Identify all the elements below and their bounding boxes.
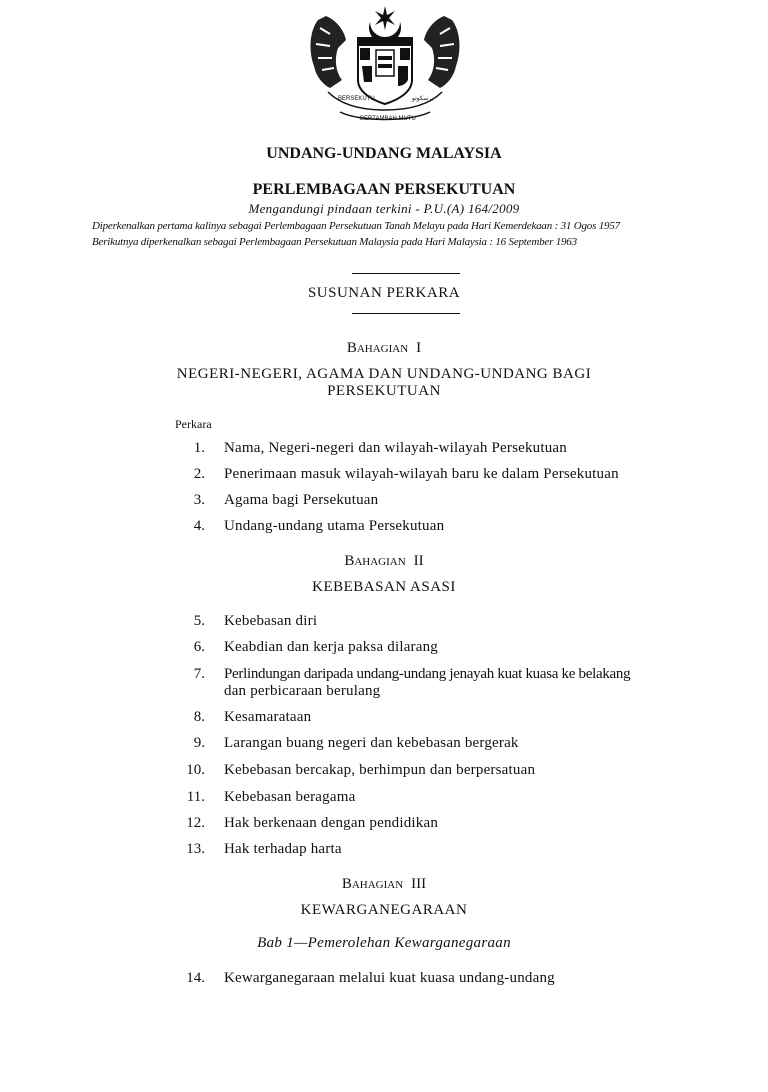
item-number: 3. (193, 492, 205, 508)
crest-motto-bottom: BERTAMBAH MUTU (360, 116, 416, 122)
toc-item: Hak berkenaan dengan pendidikan (224, 815, 439, 831)
item-number: 2. (193, 466, 205, 482)
item-number: 14. (186, 970, 205, 986)
toc-title: SUSUNAN PERKARA (307, 285, 461, 301)
toc-item: Nama, Negeri-negeri dan wilayah-wilayah Persekutuan (224, 440, 567, 456)
coat-of-arms-logo (300, 0, 470, 128)
item-number: 7. (193, 666, 205, 682)
toc-item: Kewarganegaraan melalui kuat kuasa undang-undang (224, 970, 555, 986)
toc-item: Agama bagi Persekutuan (224, 492, 379, 508)
toc-item-continuation: dan perbicaraan berulang (224, 683, 381, 699)
item-number: 8. (193, 709, 205, 725)
amendment-note: Mengandungi pindaan terkini - P.U.(A) 164/2009 (248, 201, 520, 216)
part-3-title: KEWARGANEGARAAN (300, 902, 468, 918)
toc-item: Perlindungan daripada undang-undang jenayah kuat kuasa ke belakang (224, 666, 631, 682)
part-3-label: BAHAGIAN III (341, 876, 427, 892)
perkara-label: Perkara (175, 417, 212, 431)
introduction-note-1: Diperkenalkan pertama kalinya sebagai Perlembagaan Persekutuan Tanah Melayu pada Hari Kemerdekaan : 31 Ogos 1957 (92, 220, 620, 232)
crest-motto-left: BERSEKUTU (338, 96, 375, 102)
item-number: 13. (186, 841, 205, 857)
part-1-title-line-1: NEGERI-NEGERI, AGAMA DAN UNDANG-UNDANG BAGI (176, 366, 592, 382)
item-number: 10. (186, 762, 205, 778)
toc-item: Kebebasan bercakap, berhimpun dan berpersatuan (224, 762, 536, 778)
document-title: UNDANG-UNDANG MALAYSIA (266, 145, 502, 162)
part-1-title-line-2: PERSEKUTUAN (327, 383, 441, 399)
divider (352, 313, 460, 314)
item-number: 4. (193, 518, 205, 534)
toc-item: Kebebasan beragama (224, 789, 356, 805)
part-1-label: BAHAGIAN I (346, 340, 422, 356)
document-subtitle: PERLEMBAGAAN PERSEKUTUAN (252, 181, 516, 198)
crest-motto-right: برسکوتو (412, 95, 434, 102)
toc-item: Keabdian dan kerja paksa dilarang (224, 639, 439, 655)
toc-item: Larangan buang negeri dan kebebasan bergerak (224, 735, 519, 751)
chapter-heading: Bab 1—Pemerolehan Kewarganegaraan (257, 935, 511, 951)
item-number: 12. (186, 815, 205, 831)
item-number: 11. (186, 789, 205, 805)
toc-item: Kebebasan diri (224, 613, 318, 629)
toc-item: Kesamarataan (224, 709, 312, 725)
part-2-label: BAHAGIAN II (344, 553, 424, 569)
item-number: 1. (193, 440, 205, 456)
item-number: 6. (193, 639, 205, 655)
introduction-note-2: Berikutnya diperkenalkan sebagai Perlembagaan Persekutuan Malaysia pada Hari Malaysia : 16 September 1963 (92, 236, 577, 248)
item-number: 5. (193, 613, 205, 629)
toc-item: Hak terhadap harta (224, 841, 342, 857)
toc-item: Undang-undang utama Persekutuan (224, 518, 445, 534)
item-number: 9. (193, 735, 205, 751)
toc-item: Penerimaan masuk wilayah-wilayah baru ke dalam Persekutuan (224, 466, 619, 482)
part-2-title: KEBEBASAN ASASI (312, 579, 456, 595)
divider (352, 273, 460, 274)
